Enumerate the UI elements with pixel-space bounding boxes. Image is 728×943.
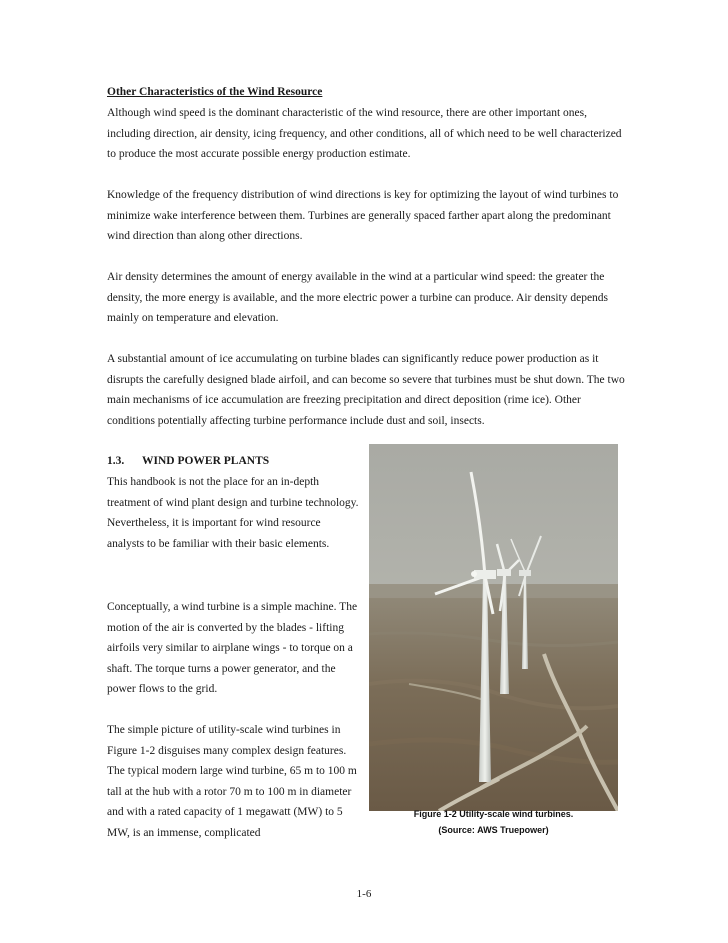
paragraph-turbine-concept: Conceptually, a wind turbine is a simple machine. The motion of the air is converted by the blades - lifting airfoils very similar to airplane wings - to torque on a shaft. The torque turns a power generator, and the power flows to the grid. [107,601,358,695]
figure-source: (Source: AWS Truepower) [438,825,549,835]
page-number: 1-6 [356,888,372,900]
section-heading: Other Characteristics of the Wind Resource [107,86,323,98]
section-number: 1.3. [107,455,125,467]
section-title-text: WIND POWER PLANTS [142,455,270,467]
figure-caption: Figure 1-2 Utility-scale wind turbines. [413,809,574,819]
paragraph-wind-directions: Knowledge of the frequency distribution of wind directions is key for optimizing the layout of wind turbines to minimize wake interference between them. Turbines are generally spaced farther apart along the predominant wind direction than along other directions. [107,189,619,242]
paragraph-icing: A substantial amount of ice accumulating on turbine blades can significantly reduce power production as it disrupts the carefully designed blade airfoil, and can become so severe that turbines must be shut down. The two main mechanisms of ice accumulation are freezing precipitation and direct deposition (rime ice). Other conditions potentially affecting turbine performance include dust and soil, insects. [107,353,625,427]
wind-turbines-photo [369,444,618,811]
paragraph-wind-characteristics: Although wind speed is the dominant characteristic of the wind resource, there are other important ones, including direction, air density, icing frequency, and other conditions, all of which need to be well characterized to produce the most accurate possible energy production estimate. [107,107,622,160]
section-title [107,455,269,467]
paragraph-utility-scale: The simple picture of utility-scale wind turbines in Figure 1-2 disguises many complex design features. The typical modern large wind turbine, 65 m to 100 m tall at the hub with a rotor 70 m to 100 m in diameter and with a rated capacity of 1 megawatt (MW) to 5 MW, is an immense, complicated [107,724,357,839]
paragraph-air-density: Air density determines the amount of energy available in the wind at a particular wind speed: the greater the density, the more energy is available, and the more electric power a turbine can produce. Air density depends mainly on temperature and elevation. [107,271,609,324]
paragraph-handbook-scope: This handbook is not the place for an in-depth treatment of wind plant design and turbine technology. Nevertheless, it is important for wind resource analysts to be familiar with their basic elements. [107,476,359,550]
